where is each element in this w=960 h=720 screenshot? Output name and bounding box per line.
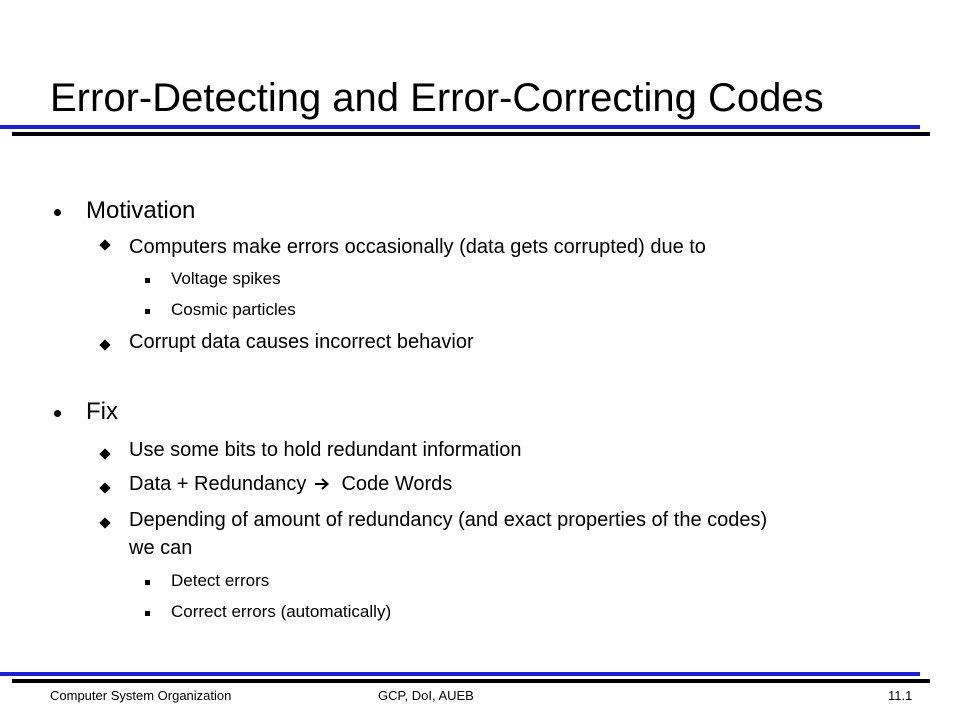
motivation-sub-1: Voltage spikes	[171, 269, 281, 288]
bullet-square	[145, 278, 150, 283]
footer-rule-black	[12, 679, 930, 683]
title-rule-black	[12, 132, 930, 136]
footer-rule-blue	[0, 672, 920, 676]
bullet-diamond	[99, 339, 110, 350]
title-rule-blue	[0, 125, 920, 129]
motivation-point-1: Computers make errors occasionally (data gets corrupted) due to	[129, 236, 706, 258]
fix-point-2-right: Code Words	[341, 473, 453, 495]
bullet-dot	[54, 410, 61, 417]
footer-left: Computer System Organization	[50, 688, 232, 703]
slide-title: Error-Detecting and Error-Correcting Codes	[50, 76, 824, 120]
fix-point-3-line-2: we can	[129, 537, 193, 559]
bullet-diamond	[99, 482, 110, 493]
right-arrow-icon	[314, 471, 330, 497]
motivation-point-2: Corrupt data causes incorrect behavior	[129, 331, 474, 353]
fix-point-2-left: Data + Redundancy	[129, 473, 307, 495]
heading-motivation: Motivation	[86, 197, 196, 224]
bullet-diamond	[99, 517, 110, 528]
bullet-dot	[54, 209, 61, 216]
bullet-diamond	[99, 239, 110, 250]
footer-center: GCP, DoI, AUEB	[378, 688, 474, 703]
fix-sub-1: Detect errors	[171, 571, 270, 590]
motivation-sub-2: Cosmic particles	[171, 300, 296, 319]
heading-fix: Fix	[86, 398, 118, 425]
fix-point-2	[129, 471, 452, 497]
fix-point-1: Use some bits to hold redundant information	[129, 439, 522, 461]
bullet-square	[145, 611, 150, 616]
bullet-diamond	[99, 448, 110, 459]
fix-point-3-line-1: Depending of amount of redundancy (and exact properties of the codes)	[129, 509, 768, 531]
bullet-square	[145, 309, 150, 314]
bullet-square	[145, 580, 150, 585]
fix-sub-2: Correct errors (automatically)	[171, 602, 392, 621]
footer-page-number: 11.1	[888, 688, 913, 703]
